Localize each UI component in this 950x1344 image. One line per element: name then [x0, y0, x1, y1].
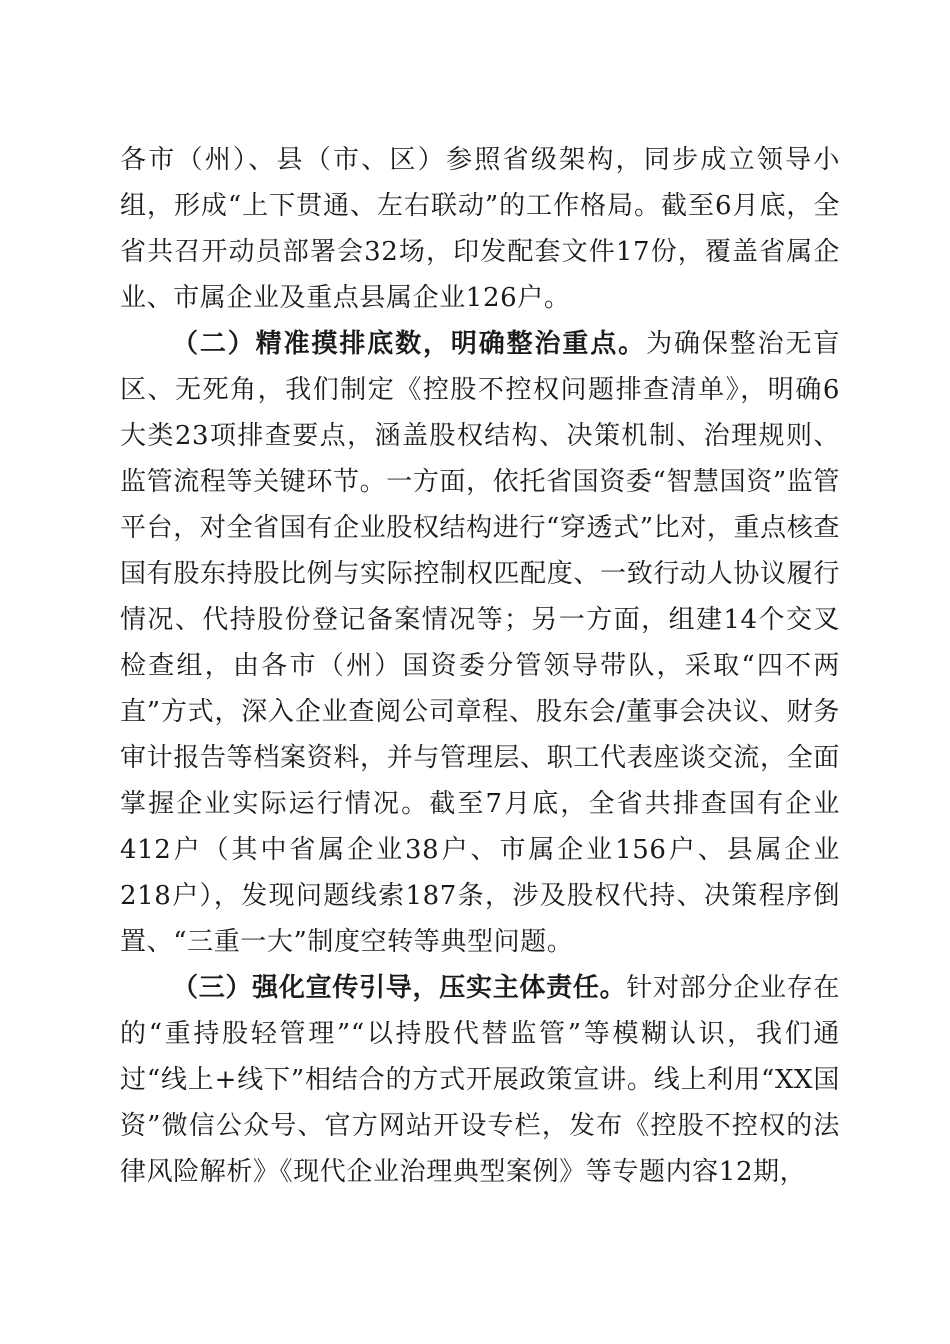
- paragraph-2: [120, 321, 840, 965]
- paragraph-2-heading: （二）精准摸排底数，明确整治重点。: [172, 329, 647, 359]
- paragraph-2-text: 为确保整治无盲区、无死角，我们制定《控股不控权问题排查清单》，明确6大类23项排查要点，涵盖股权结构、决策机制、治理规则、监管流程等关键环节。一方面，依托省国资委“智慧国资”监管平台，对全省国有企业股权结构进行“穿透式”比对，重点核查国有股东持股比例与实际控制权匹配度、一致行动人协议履行情况、代持股份登记备案情况等；另一方面，组建14个交叉检查组，由各市（州）国资委分管领导带队，采取“四不两直”方式，深入企业查阅公司章程、股东会/董事会决议、财务审计报告等档案资料，并与管理层、职工代表座谈交流，全面掌握企业实际运行情况。截至7月底，全省共排查国有企业412户（其中省属企业38户、市属企业156户、县属企业218户），发现问题线索187条，涉及股权代持、决策程序倒置、“三重一大”制度空转等典型问题。: [120, 329, 840, 957]
- paragraph-1-text: 各市（州）、县（市、区）参照省级架构，同步成立领导小组，形成“上下贯通、左右联动”的工作格局。截至6月底，全省共召开动员部署会32场，印发配套文件17份，覆盖省属企业、市属企业及重点县属企业126户。: [120, 145, 840, 313]
- paragraph-3-heading: （三）强化宣传引导，压实主体责任。: [172, 973, 627, 1003]
- paragraph-1: [120, 137, 840, 321]
- document-page: [120, 137, 840, 1195]
- paragraph-3: [120, 965, 840, 1195]
- paragraph-3-text: 针对部分企业存在的“重持股轻管理”“以持股代替监管”等模糊认识，我们通过“线上+线下”相结合的方式开展政策宣讲。线上利用“XX国资”微信公众号、官方网站开设专栏，发布《控股不控权的法律风险解析》《现代企业治理典型案例》等专题内容12期，: [120, 973, 840, 1187]
